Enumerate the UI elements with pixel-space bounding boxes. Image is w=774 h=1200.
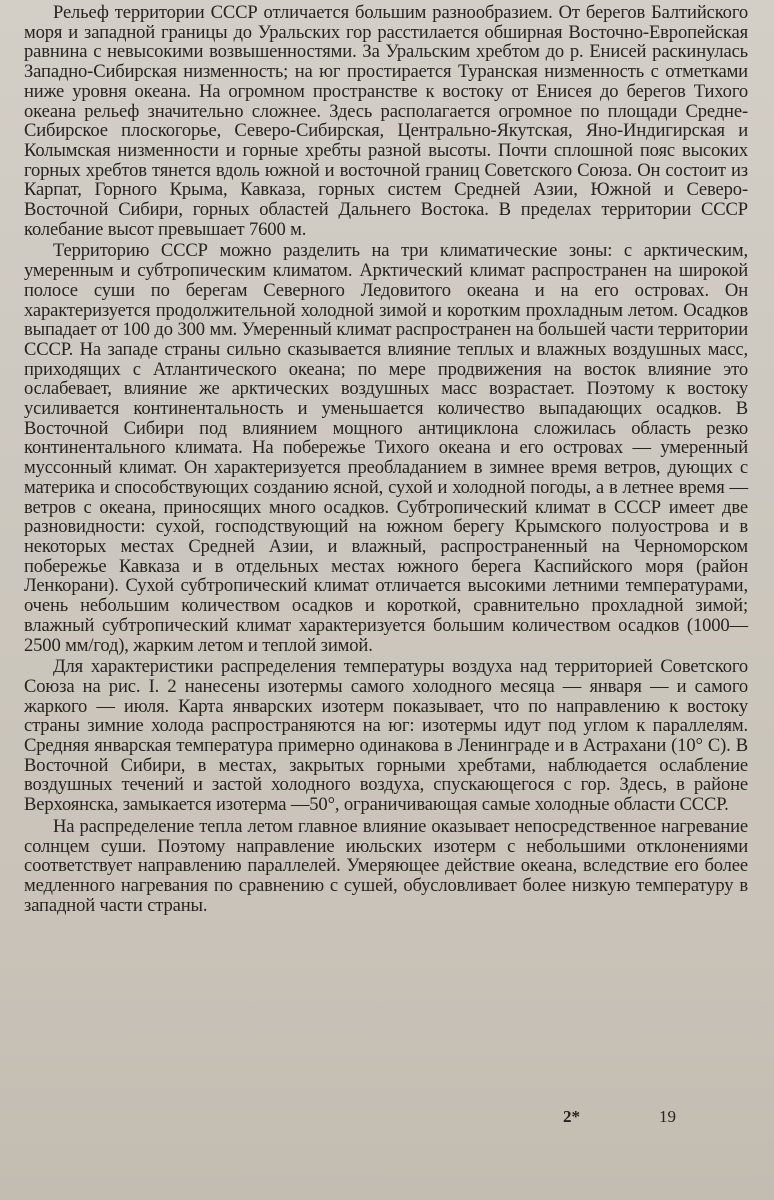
paragraph-july-isotherms: На распределение тепла летом главное влияние оказывает непосредственное нагревание солнцем суши. Поэтому направление июльских изотерм с небольшими отклонениями соответствует направлению параллелей. Умеряющее действие океана, вследствие его более медленного нагревания по сравнению с сушей, обусловливает более низкую температуру в западной части страны. <box>24 815 748 916</box>
paragraph-climate-zones: Территорию СССР можно разделить на три климатические зоны: с арктическим, умеренным и субтропическим климатом. Арктический климат распространен на широкой полосе суши по берегам Северного Ледовитого океана и на его островах. Он характеризуется продолжительной холодной зимой и коротким прохладным летом. Осадков выпадает от 100 до 300 мм. Умеренный климат распространен на большей части территории СССР. На западе страны сильно сказывается влияние теплых и влажных воздушных масс, приходящих с Атлантического океана; по мере продвижения на восток влияние это ослабевает, влияние же арктических воздушных масс возрастает. Поэтому к востоку усиливается континентальность и уменьшается количество выпадающих осадков. В Восточной Сибири под влиянием мощного антициклона сложилась область резко континентального климата. На побережье Тихого океана и его островах — умеренный муссонный климат. Он характеризуется преобладанием в зимнее время ветров, дующих с материка и способствующих созданию ясной, сухой и холодной погоды, а в летнее время — ветров с океана, приносящих много осадков. Субтропический климат в СССР имеет две разновидности: сухой, господствующий на южном берегу Крымского полуострова и в некоторых местах Средней Азии, и влажный, распространенный на Черноморском побережье Кавказа и в отдельных местах южного берега Каспийского моря (район Ленкорани). Сухой субтропический климат отличается высокими летними температурами, очень небольшим количеством осадков и короткой, сравнительно прохладной зимой; влажный субтропический климат характеризуется большим количеством осадков (1000—2500 мм/год), жарким летом и теплой зимой. <box>24 240 748 656</box>
page-footer <box>0 1107 774 1137</box>
body-text <box>24 3 748 917</box>
paragraph-relief: Рельеф территории СССР отличается большим разнообразием. От берегов Балтийского моря и западной границы до Уральских гор расстилается обширная Восточно-Европейская равнина с невысокими возвышенностями. За Уральским хребтом до р. Енисей раскинулась Западно-Сибирская низменность; на юг простирается Туранская низменность с отметками ниже уровня океана. На огромном пространстве к востоку от Енисея до берегов Тихого океана рельеф значительно сложнее. Здесь располагается огромное по площади Средне-Сибирское плоскогорье, Северо-Сибирская, Центрально-Якутская, Яно-Индигирская и Колымская низменности и горные хребты разной высоты. Почти сплошной пояс высоких горных хребтов тянется вдоль южной и восточной границ Советского Союза. Он состоит из Карпат, Горного Крыма, Кавказа, горных систем Средней Азии, Южной и Северо-Восточной Сибири, горных областей Дальнего Востока. В пределах территории СССР колебание высот превышает 7600 м. <box>24 2 748 240</box>
paragraph-january-isotherms: Для характеристики распределения температуры воздуха над территорией Советского Союза на рис. I. 2 нанесены изотермы самого холодного месяца — января — и самого жаркого — июля. Карта январских изотерм показывает, что по направлению к востоку страны зимние холода распространяются на юг: изотермы идут под углом к параллелям. Средняя январская температура примерно одинакова в Ленинграде и в Астрахани (10° С). В Восточной Сибири, в местах, закрытых горными хребтами, наблюдается ослабление воздушных течений и застой холодного воздуха, спускающегося с гор. Здесь, в районе Верхоянска, замыкается изотерма —50°, ограничивающая самые холодные области СССР. <box>24 656 748 816</box>
signature-mark: 2* <box>563 1107 580 1126</box>
page-number: 19 <box>659 1107 676 1126</box>
